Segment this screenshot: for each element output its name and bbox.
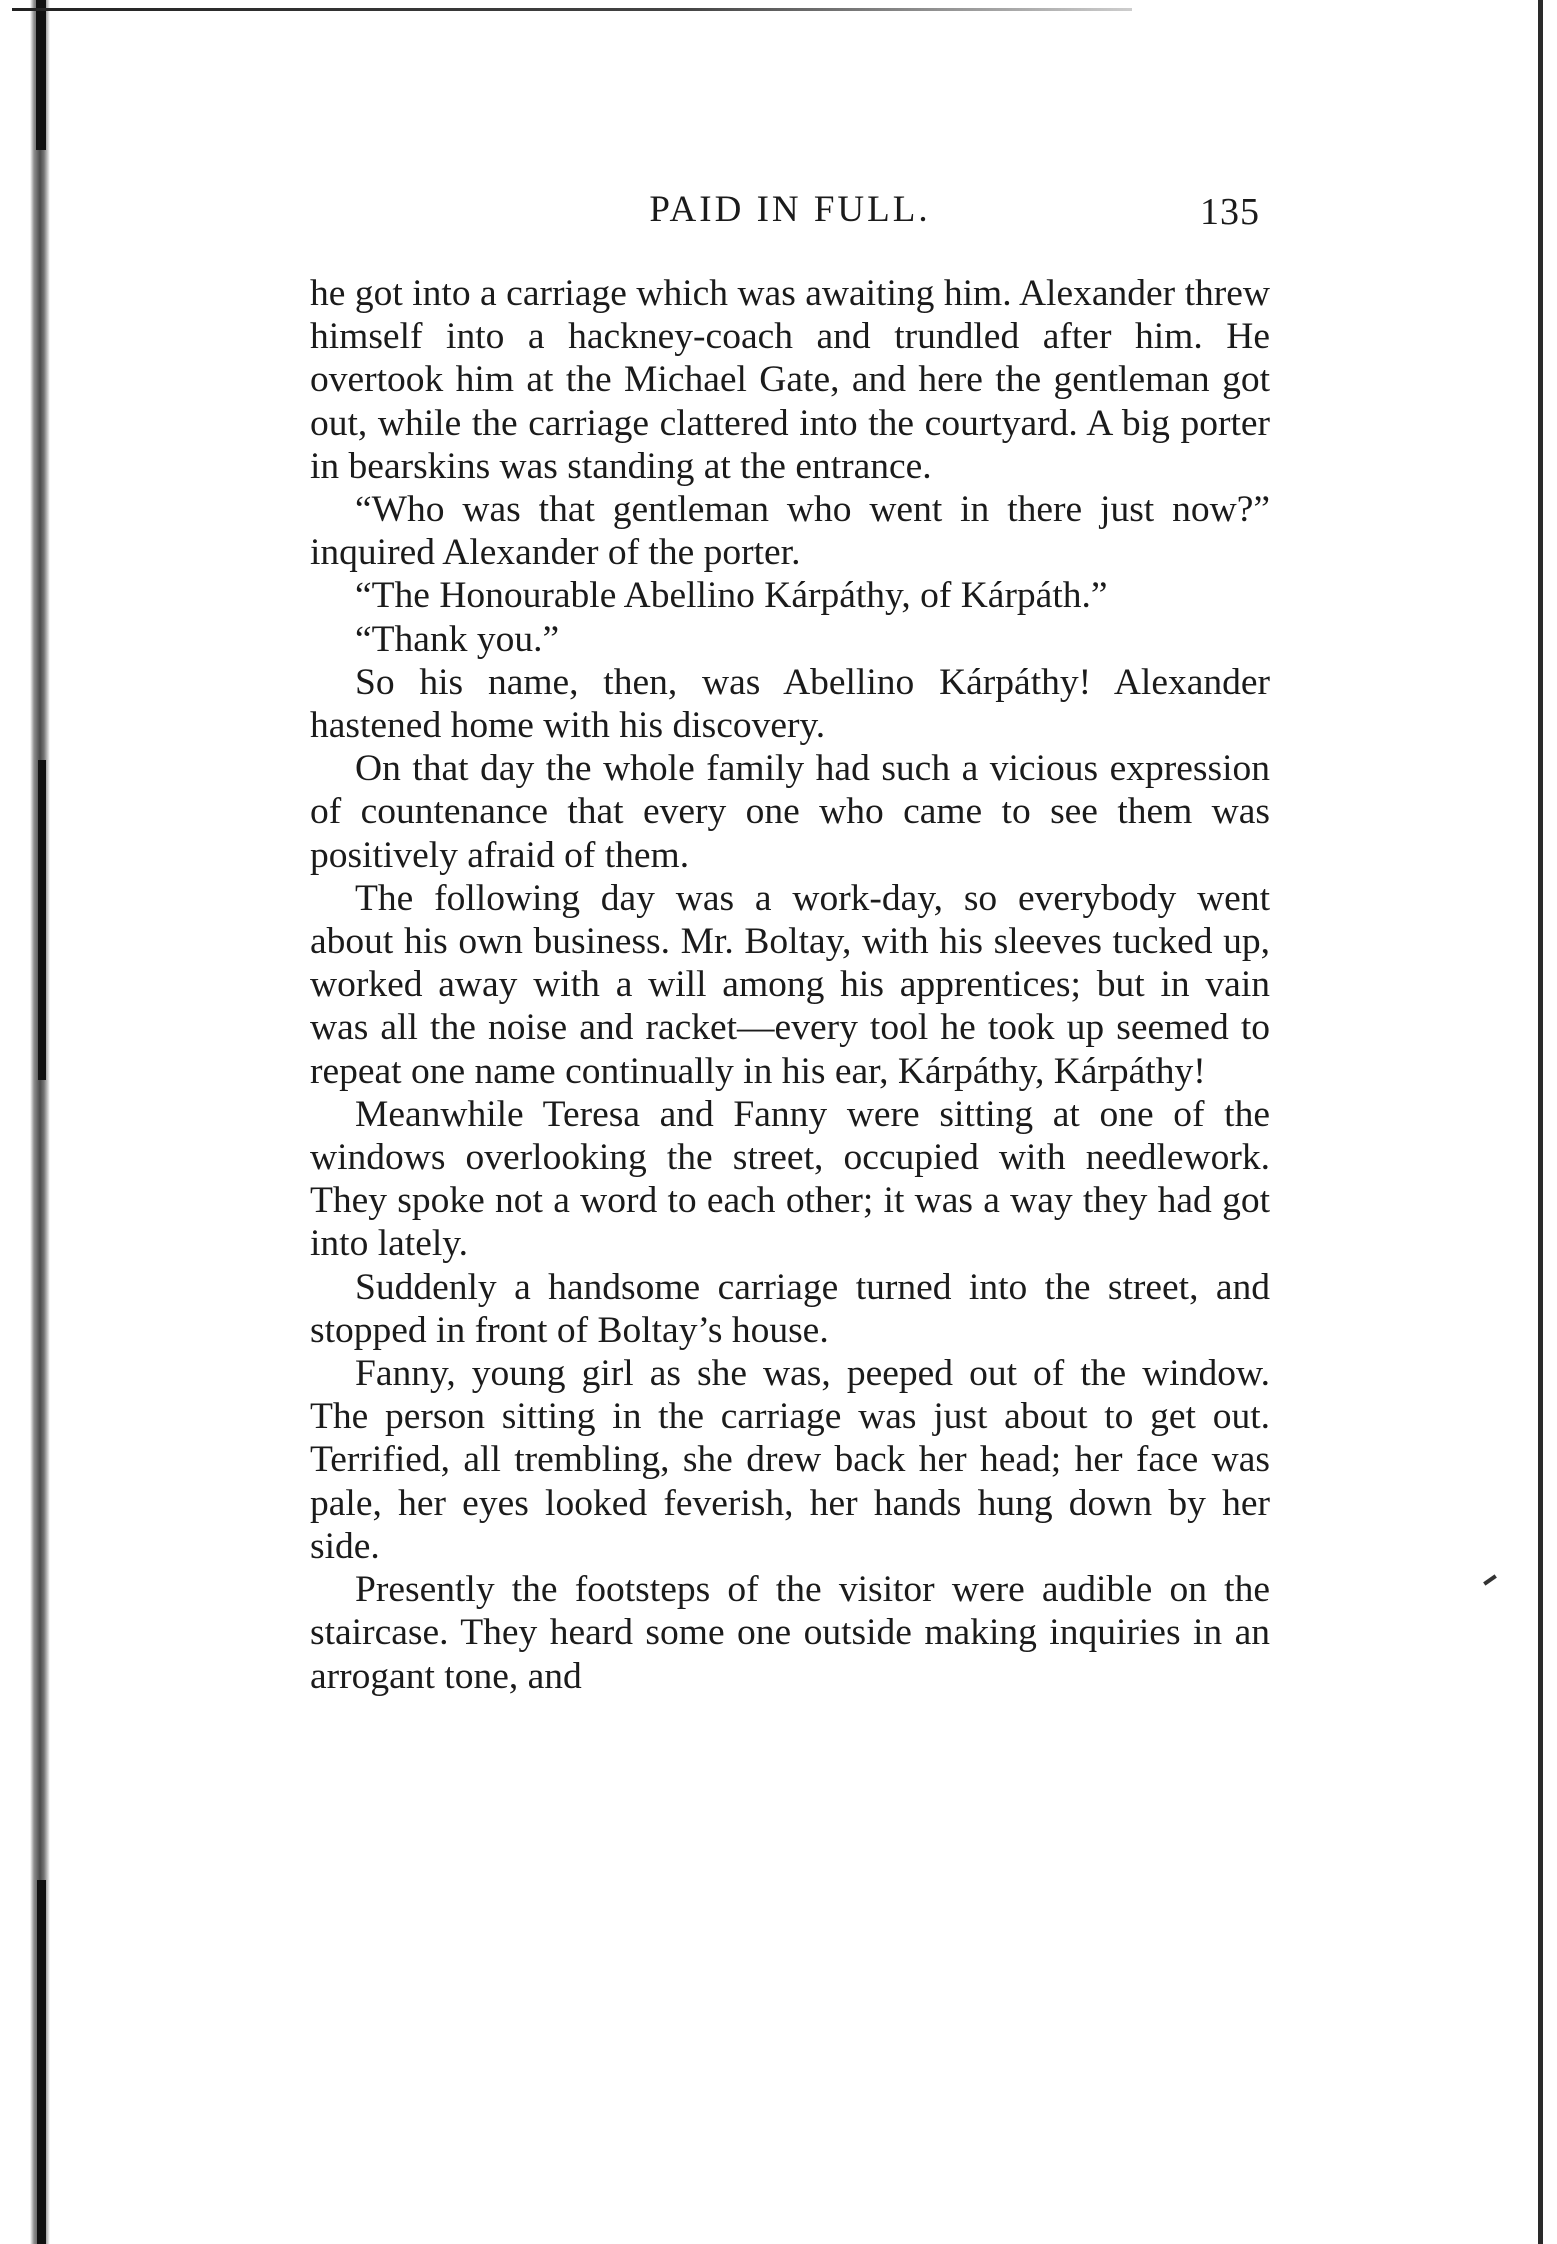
paragraph: Presently the footsteps of the visitor were audible on the staircase. They heard some one outside making inquiries in an arrogant tone, and (310, 1569, 1270, 1697)
page-number: 135 (1200, 191, 1260, 233)
paragraph: Fanny, young girl as she was, peeped out of the window. The person sitting in the carriage was just about to get out. Terrified, all trembling, she drew back her head; her face was pale, her eyes looked feverish, her hands hung down by her side. (310, 1353, 1270, 1567)
binding-shadow (37, 1880, 46, 2244)
paragraph: Suddenly a handsome carriage turned into the street, and stopped in front of Boltay’s house. (310, 1266, 1270, 1351)
paragraph: On that day the whole family had such a vicious expression of countenance that every one who came to see them was positively afraid of them. (310, 748, 1270, 876)
running-head (310, 188, 1270, 238)
page-binding-edge (0, 0, 62, 2244)
binding-shadow (38, 760, 46, 1080)
paragraph: “The Honourable Abellino Kárpáthy, of Kárpáth.” (355, 575, 1108, 617)
page-top-edge (12, 8, 1132, 11)
paragraph: “Thank you.” (355, 618, 560, 660)
running-title: PAID IN FULL. (649, 189, 931, 230)
body-text (310, 272, 1270, 1698)
paragraph: Meanwhile Teresa and Fanny were sitting at one of the windows overlooking the street, occupied with needlework. They spoke not a word to each other; it was a way they had got into lately. (310, 1093, 1270, 1265)
binding-shadow (36, 0, 46, 150)
ink-speck (1483, 1574, 1497, 1585)
page-right-edge (1538, 0, 1543, 2244)
paragraph: he got into a carriage which was awaiting him. Alexander threw himself into a hackney-coach and trundled after him. He overtook him at the Michael Gate, and here the gentleman got out, while the carriage clattered into the courtyard. A big porter in bearskins was standing at the entrance. (310, 273, 1270, 487)
paragraph: So his name, then, was Abellino Kárpáthy! Alexander hastened home with his discovery. (310, 661, 1270, 747)
paragraph: “Who was that gentleman who went in there just now?” inquired Alexander of the porter. (310, 489, 1270, 574)
paragraph: The following day was a work-day, so everybody went about his own business. Mr. Boltay, with his sleeves tucked up, worked away with a will among his apprentices; but in vain was all the noise and racket—every tool he took up seemed to repeat one name continually in his ear, Kárpáthy, Kárpáthy! (310, 877, 1270, 1092)
